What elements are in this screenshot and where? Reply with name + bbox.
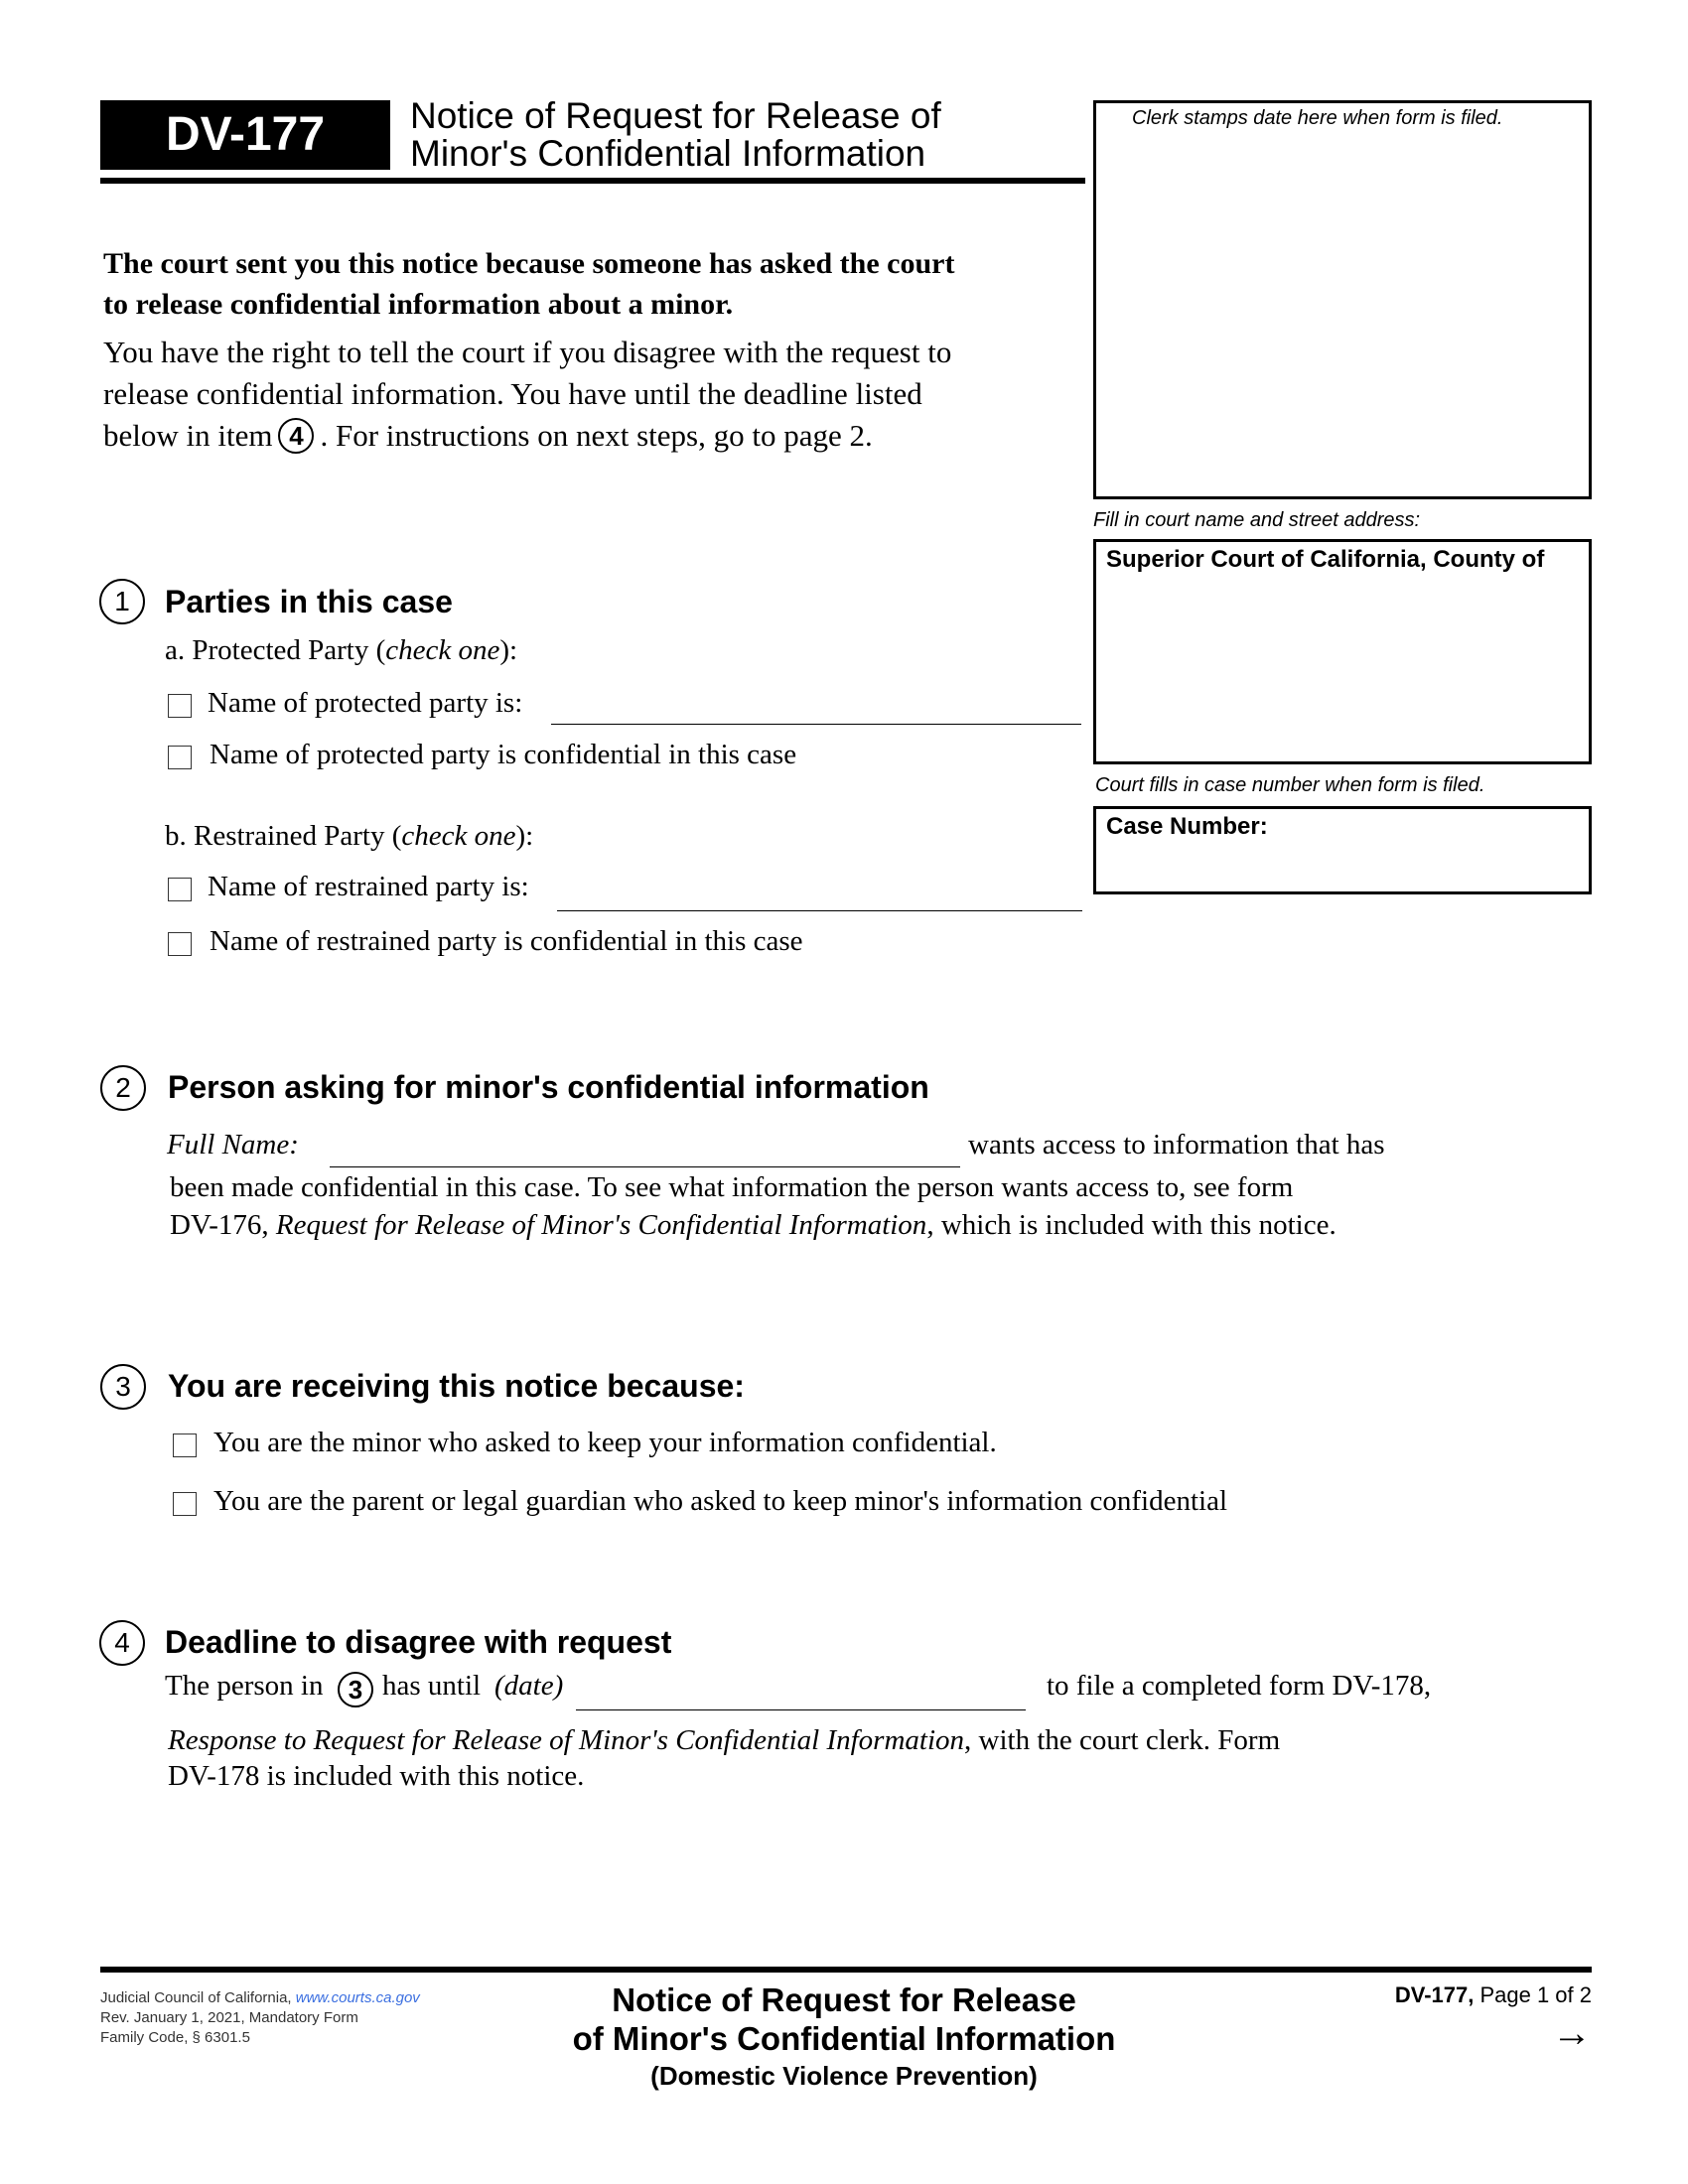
intro-line-3b: . For instructions on next steps, go to page 2.: [320, 418, 873, 453]
parent-checkbox[interactable]: [173, 1492, 197, 1516]
restrained-party-label: [165, 820, 533, 853]
header-rule: [100, 178, 1085, 184]
court-name-caption: Fill in court name and street address:: [1093, 509, 1421, 531]
footer-title: [546, 1980, 1142, 2094]
section-2-number: 2: [100, 1065, 146, 1111]
full-name-after-text: wants access to information that has: [968, 1129, 1385, 1160]
footer-rev: Rev. January 1, 2021, Mandatory Form: [100, 2009, 358, 2026]
form-dv176-title: Request for Release of Minor's Confidential Information: [275, 1209, 927, 1241]
section-1-number: 1: [99, 579, 145, 624]
section-2-line-2: been made confidential in this case. To see what information the person wants access to, see form: [170, 1171, 1294, 1203]
parent-label: You are the parent or legal guardian who asked to keep minor's information confidential: [213, 1485, 1228, 1517]
minor-checkbox[interactable]: [173, 1433, 197, 1457]
restrained-confidential-label: Name of restrained party is confidential in this case: [210, 925, 803, 957]
next-page-arrow-icon[interactable]: →: [1552, 2011, 1592, 2055]
deadline-line-3: DV-178 is included with this notice.: [168, 1760, 585, 1792]
section-4-heading: Deadline to disagree with request: [165, 1624, 672, 1660]
section-1-heading: Parties in this case: [165, 584, 453, 619]
text: , with the court clerk. Form: [964, 1724, 1281, 1756]
intro-line-3: [103, 418, 873, 454]
restrained-name-checkbox[interactable]: [168, 878, 192, 901]
intro-line-1: You have the right to tell the court if you disagree with the request to: [103, 335, 952, 369]
label-text: b. Restrained Party (: [165, 820, 402, 852]
section-2-line-3: [170, 1209, 1336, 1242]
label-close: ):: [499, 634, 518, 666]
label-check-one: check one: [401, 820, 516, 852]
deadline-text-b: has until: [382, 1670, 482, 1702]
protected-confidential-label: Name of protected party is confidential in this case: [210, 739, 797, 770]
footer-title-2: of Minor's Confidential Information: [572, 2020, 1116, 2057]
footer-title-3: (Domestic Violence Prevention): [650, 2061, 1038, 2091]
item-4-ref: 4: [278, 418, 314, 454]
date-label: (date): [494, 1670, 564, 1702]
title-line-1: Notice of Request for Release of: [410, 95, 941, 136]
restrained-confidential-checkbox[interactable]: [168, 932, 192, 956]
protected-confidential-checkbox[interactable]: [168, 746, 192, 769]
footer-org: [100, 1988, 420, 2008]
restrained-name-input[interactable]: [557, 910, 1082, 911]
clerk-stamp-label: Clerk stamps date here when form is filed.: [1132, 107, 1503, 129]
section-3-heading: You are receiving this notice because:: [168, 1368, 745, 1404]
org: Judicial Council of California,: [100, 1989, 296, 2006]
minor-label: You are the minor who asked to keep your information confidential.: [213, 1427, 997, 1458]
intro-line-2: release confidential information. You have until the deadline listed: [103, 376, 922, 411]
footer-title-1: Notice of Request for Release: [612, 1981, 1076, 2018]
case-number-field[interactable]: [1093, 806, 1592, 894]
courts-link[interactable]: www.courts.ca.gov: [295, 1989, 420, 2006]
form-dv178-title: Response to Request for Release of Minor's Confidential Information: [168, 1724, 965, 1756]
protected-name-checkbox[interactable]: [168, 694, 192, 718]
footer-page: [1395, 1982, 1592, 2008]
footer-rule: [100, 1967, 1592, 1973]
form-id-badge: DV-177: [100, 100, 390, 170]
clerk-stamp-box: [1093, 100, 1592, 499]
text: , which is included with this notice.: [926, 1209, 1336, 1241]
court-name-field[interactable]: [1093, 539, 1592, 764]
title-line-2: Minor's Confidential Information: [410, 133, 926, 174]
protected-name-input[interactable]: [551, 724, 1081, 725]
label-text: a. Protected Party (: [165, 634, 386, 666]
form-title: [410, 97, 941, 173]
section-2-heading: Person asking for minor's confidential information: [168, 1069, 929, 1105]
full-name-input[interactable]: [330, 1166, 960, 1167]
item-3-ref: 3: [338, 1672, 373, 1707]
court-name-value: Superior Court of California, County of: [1106, 546, 1545, 573]
footer-code: Family Code, § 6301.5: [100, 2029, 250, 2046]
intro-bold-2: to release confidential information about a minor.: [103, 288, 734, 321]
text: DV-176,: [170, 1209, 276, 1241]
section-3-number: 3: [100, 1364, 146, 1410]
restrained-name-label: Name of restrained party is:: [208, 871, 529, 902]
deadline-line-2: [168, 1724, 1280, 1757]
protected-party-label: [165, 634, 517, 667]
intro-bold-1: The court sent you this notice because someone has asked the court: [103, 247, 955, 280]
footer-form-id: DV-177,: [1394, 1982, 1475, 2007]
deadline-date-input[interactable]: [576, 1709, 1026, 1710]
deadline-text-a: The person in: [165, 1670, 324, 1702]
label-check-one: check one: [385, 634, 500, 666]
case-number-caption: Court fills in case number when form is filed.: [1095, 774, 1485, 796]
footer-left: [100, 1988, 420, 2048]
full-name-label: Full Name:: [167, 1129, 299, 1160]
deadline-text-c: to file a completed form DV-178,: [1047, 1670, 1432, 1702]
label-close: ):: [515, 820, 534, 852]
footer-page-number: Page 1 of 2: [1474, 1982, 1592, 2007]
protected-name-label: Name of protected party is:: [208, 687, 523, 719]
section-4-number: 4: [99, 1620, 145, 1666]
case-number-label: Case Number:: [1106, 813, 1268, 840]
intro-line-3a: below in item: [103, 418, 273, 453]
